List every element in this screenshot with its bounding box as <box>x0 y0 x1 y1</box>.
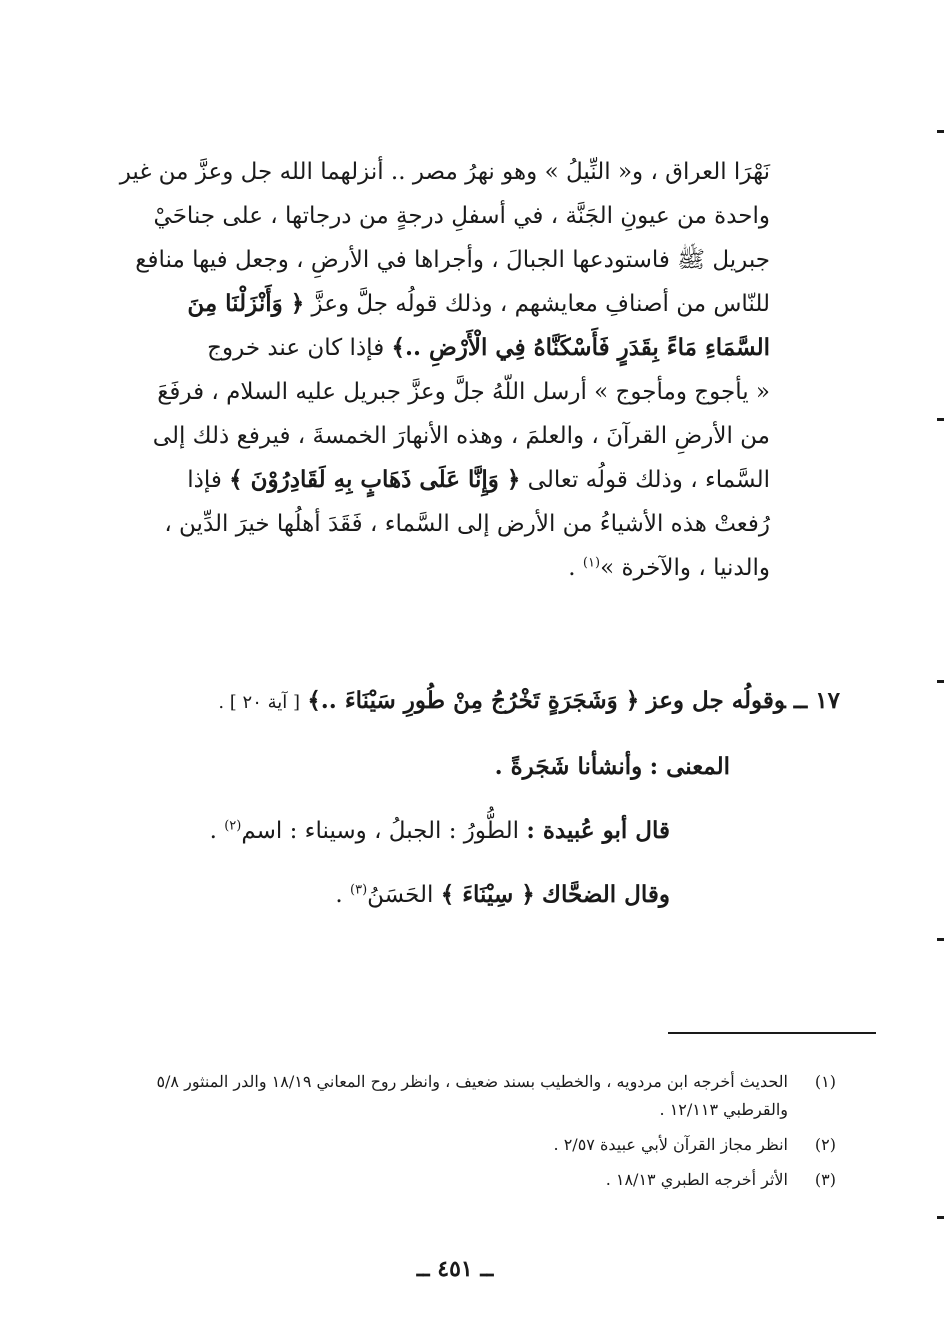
page-number: ــ ٤٥١ ــ <box>416 1256 494 1282</box>
text-line: واحدة من عيونِ الجَنَّة ، في أسفلِ درجةٍ من درجاتها ، على جناحَيْ <box>153 203 770 229</box>
entry-number: ١٧ ــ <box>793 687 840 714</box>
scan-edge-mark <box>937 1216 944 1219</box>
quran-quote: ﴿ سِيْنَاءَ ﴾ <box>440 881 535 908</box>
quran-quote: ﴿ وَشَجَرَةٍ تَخْرُجُ مِنْ طُورِ سَيْنَاءَ ..﴾ <box>307 687 640 714</box>
text-line: من الأرضِ القرآنَ ، والعلمَ ، وهذه الأنهارَ الخمسةَ ، فيرفع ذلك إلى <box>152 423 770 449</box>
text-line <box>100 326 770 370</box>
footnote-3 <box>88 1166 836 1194</box>
quran-quote: السَّمَاءِ مَاءً بِقَدَرٍ فَأَسْكَنَّاهُ فِي الْأَرْضِ ..﴾ <box>391 334 770 361</box>
footnote-text: انظر مجاز القرآن لأبي عبيدة ٢/٥٧ . <box>553 1135 788 1154</box>
text-line <box>100 282 770 326</box>
text-segment: . <box>568 555 583 581</box>
text-line: نَهْرَا العراق ، و« النِّيلُ » وهو نهرُ مصر .. أنزلهما الله جل وعزَّ من غير <box>119 159 770 185</box>
footnote-number: (٣) <box>814 1170 836 1189</box>
footnote-text: الحديث أخرجه ابن مردويه ، والخطيب بسند ضعيف ، وانظر روح المعاني ١٨/١٩ والدر المنثور ٥/٨ والقرطبي ١٢/١١٣ . <box>156 1072 788 1119</box>
text-line: جبريل ﷺ فاستودعها الجبالَ ، وأجراها في الأرضِ ، وجعل فيها منافع <box>135 247 770 273</box>
quran-quote: ﴿ وَأَنْزَلْنَا مِنَ <box>187 290 305 317</box>
dahhak-line <box>100 872 840 918</box>
footnote-ref-2[interactable]: (٢) <box>224 818 242 834</box>
footnote-text: الأثر أخرجه الطبري ١٨/١٣ . <box>605 1170 788 1189</box>
text-line <box>100 458 770 502</box>
quran-quote: ﴿ وَإِنَّا عَلَى ذَهَابٍ بِهِ لَقَادِرُوْنَ ﴾ <box>229 466 521 493</box>
footnote-1 <box>88 1068 836 1124</box>
footnote-2 <box>88 1131 836 1159</box>
entry-heading <box>100 678 840 726</box>
text-segment: والدنيا ، والآخرة » <box>600 555 770 581</box>
meaning-line <box>100 744 840 790</box>
dahhak-text: الحَسَنُ <box>367 882 434 908</box>
footnote-ref-3[interactable]: (٣) <box>350 882 368 898</box>
footnote-number: (١) <box>814 1072 836 1091</box>
footnote-divider <box>668 1032 876 1034</box>
text-segment: . <box>209 818 225 844</box>
scan-edge-mark <box>937 938 944 941</box>
text-line: « يأجوج ومأجوج » أرسل اللّهُ جلَّ وعزَّ جبريل عليه السلام ، فرفَعَ <box>157 379 770 405</box>
scan-edge-mark <box>937 130 944 133</box>
text-segment: السَّماء ، وذلك قولُه تعالى <box>527 467 770 493</box>
entry-lead: وقولُه جل وعز <box>646 687 786 714</box>
scan-edge-mark <box>937 680 944 683</box>
dahhak-label: وقال الضحَّاك <box>542 881 670 908</box>
footnotes <box>88 1068 836 1201</box>
main-text <box>100 150 770 590</box>
abu-ubayda-line <box>100 808 840 854</box>
footnote-number: (٢) <box>814 1135 836 1154</box>
text-segment: فإذا <box>187 467 222 493</box>
footnote-ref-1[interactable]: (١) <box>582 555 601 571</box>
meaning-text: وأنشأنا شَجَرةً . <box>494 753 643 780</box>
entry-17 <box>100 678 840 936</box>
abu-ubayda-label: قال أبو عُبيدة : <box>526 817 670 844</box>
scan-edge-mark <box>937 418 944 421</box>
meaning-label: المعنى : <box>649 753 730 780</box>
text-segment: . <box>335 882 351 908</box>
text-segment: للنّاس من أصنافِ معايشهم ، وذلك قولُه جلَّ وعزَّ <box>311 291 770 317</box>
text-segment: فإذا كان عند خروج <box>207 335 385 361</box>
text-line: رُفعتْ هذه الأشياءُ من الأرض إلى السَّماء ، فَقَدَ أهلُها خيرَ الدِّين ، <box>164 511 770 537</box>
text-line <box>100 546 770 590</box>
verse-ref: [ آية ٢٠ ] . <box>218 692 301 713</box>
abu-ubayda-text: الطُّورُ : الجبلُ ، وسيناء : اسم <box>241 818 520 844</box>
